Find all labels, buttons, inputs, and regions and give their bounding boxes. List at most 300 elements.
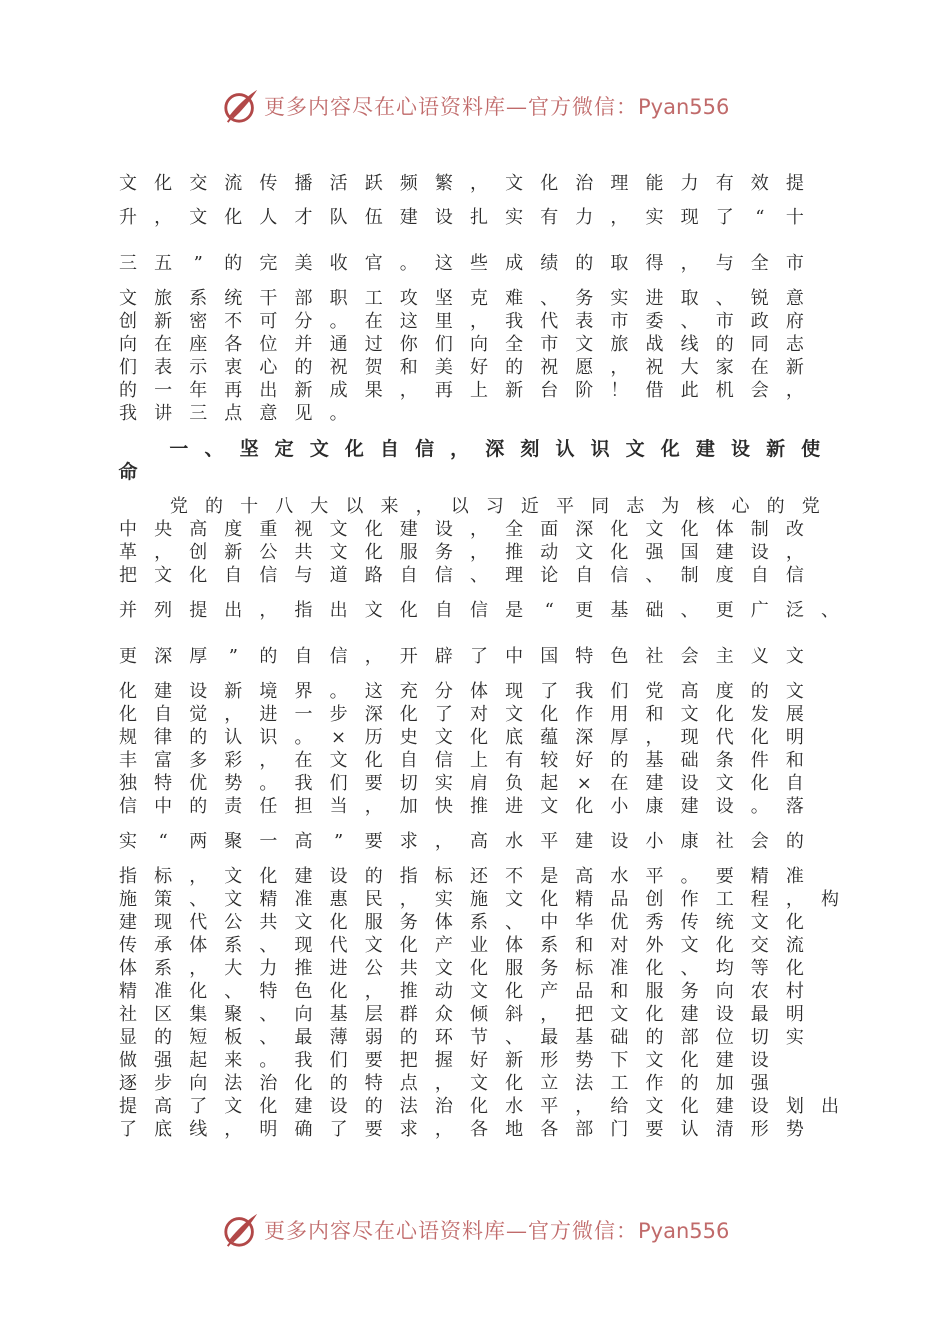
text-char: 的: [610, 750, 629, 771]
text-char: 推: [399, 981, 418, 1002]
text-char: 我: [575, 681, 594, 702]
text-char: 战: [645, 334, 664, 355]
text-char: 点: [399, 1073, 418, 1094]
paragraph-line: [110, 172, 830, 196]
text-char: 、: [821, 600, 839, 621]
text-char: 市: [715, 311, 734, 332]
text-char: 明: [785, 1004, 804, 1025]
text-char: 、: [189, 889, 208, 910]
text-char: 程: [750, 889, 769, 910]
text-char: 倾: [470, 1004, 488, 1025]
text-char: 传: [259, 173, 278, 194]
text-char: 党: [169, 496, 188, 517]
text-char: 务: [399, 912, 418, 933]
text-char: 起: [540, 773, 559, 794]
text-char: 彩: [224, 750, 243, 771]
text-char: 、: [259, 1004, 278, 1025]
text-char: 文: [364, 600, 383, 621]
text-char: 基: [575, 1027, 594, 1048]
text-char: ，: [189, 866, 208, 887]
text-char: 化: [329, 912, 348, 933]
text-char: 识: [590, 438, 610, 460]
text-char: 现: [680, 727, 699, 748]
text-char: 的: [189, 796, 208, 817]
text-char: 化: [645, 1004, 664, 1025]
text-char: 了: [715, 207, 734, 228]
text-char: 化: [715, 704, 734, 725]
text-char: 文: [364, 935, 383, 956]
text-char: 公: [224, 912, 243, 933]
text-char: 最: [540, 1027, 559, 1048]
paragraph-line: [110, 379, 830, 403]
text-char: 道: [329, 565, 348, 586]
text-char: 出: [821, 1096, 839, 1117]
text-char: ，: [645, 727, 664, 748]
text-char: 体: [434, 912, 453, 933]
text-char: 文: [715, 773, 734, 794]
text-char: 板: [224, 1027, 243, 1048]
text-char: 精: [259, 889, 278, 910]
text-char: 条: [715, 750, 734, 771]
text-char: 精: [750, 866, 769, 887]
text-char: ，: [189, 958, 208, 979]
text-char: 一: [259, 831, 278, 852]
text-char: 的: [119, 380, 137, 401]
text-char: 旅: [154, 288, 173, 309]
text-char: 化: [750, 773, 769, 794]
text-char: 化: [575, 796, 594, 817]
text-char: 、: [680, 311, 699, 332]
text-char: 握: [434, 1050, 453, 1071]
text-char: ，: [785, 380, 804, 401]
text-char: 的: [364, 1096, 383, 1117]
text-char: 各: [540, 1119, 559, 1140]
text-char: ”: [333, 831, 344, 852]
text-char: 制: [680, 565, 699, 586]
text-char: 线: [189, 1119, 208, 1140]
text-char: 建: [399, 207, 418, 228]
text-char: ，: [540, 1004, 559, 1025]
text-char: 设: [434, 207, 453, 228]
text-char: 可: [259, 311, 278, 332]
text-char: 我: [294, 1050, 313, 1071]
text-char: 新: [154, 311, 173, 332]
paragraph-line: [110, 645, 830, 669]
text-char: 中: [505, 646, 524, 667]
text-char: 活: [329, 173, 348, 194]
text-char: 以: [450, 496, 469, 517]
text-char: 文: [785, 646, 804, 667]
text-char: ！: [610, 380, 629, 401]
text-char: 动: [540, 542, 559, 563]
text-char: 阶: [575, 380, 594, 401]
text-char: 文: [434, 958, 453, 979]
text-char: 的: [154, 1027, 173, 1048]
text-char: 同: [750, 334, 769, 355]
text-char: 切: [750, 1027, 769, 1048]
text-char: 服: [645, 981, 664, 1002]
text-char: 有: [505, 750, 524, 771]
text-char: 得: [645, 253, 664, 274]
text-char: 向: [470, 334, 488, 355]
text-char: 文: [119, 173, 137, 194]
text-char: 落: [785, 796, 804, 817]
text-char: 法: [575, 1073, 594, 1094]
footer-banner-content: [222, 1208, 729, 1252]
text-char: 同: [591, 496, 610, 517]
text-char: 自: [750, 565, 769, 586]
text-char: 创: [119, 311, 137, 332]
text-char: ”: [193, 253, 203, 274]
text-char: ，: [364, 796, 383, 817]
text-char: 服: [399, 542, 418, 563]
text-char: 化: [364, 519, 383, 540]
text-char: 文: [540, 796, 559, 817]
text-char: 势: [224, 773, 243, 794]
text-char: 你: [399, 334, 418, 355]
text-char: 了: [329, 1119, 348, 1140]
text-char: 化: [399, 600, 418, 621]
text-char: 群: [399, 1004, 418, 1025]
text-char: 传: [680, 912, 699, 933]
text-char: 标: [434, 866, 453, 887]
text-char: 化: [750, 727, 769, 748]
text-char: 和: [610, 981, 629, 1002]
text-char: 建: [399, 519, 418, 540]
text-char: 。: [329, 311, 348, 332]
text-char: 底: [505, 727, 524, 748]
text-char: 充: [399, 681, 418, 702]
text-char: 快: [434, 796, 453, 817]
text-char: 社: [645, 646, 664, 667]
text-char: ，: [434, 1073, 453, 1094]
text-char: 对: [470, 704, 488, 725]
text-char: 了: [119, 1119, 137, 1140]
text-char: 要: [715, 866, 734, 887]
text-char: 丰: [119, 750, 137, 771]
text-char: 重: [259, 519, 278, 540]
text-char: ，: [610, 357, 629, 378]
text-char: 文: [154, 565, 173, 586]
text-char: 一: [294, 704, 313, 725]
text-char: 、: [470, 565, 488, 586]
text-char: 这: [434, 253, 453, 274]
text-char: 力: [259, 958, 278, 979]
text-char: 们: [329, 773, 348, 794]
text-char: 信: [434, 750, 453, 771]
text-char: 部: [575, 1119, 594, 1140]
text-char: 衷: [224, 357, 243, 378]
text-char: 干: [259, 288, 278, 309]
text-char: 自: [154, 704, 173, 725]
text-char: 来: [380, 496, 399, 517]
text-char: 、: [259, 935, 278, 956]
text-char: 工: [610, 1073, 629, 1094]
text-char: 力: [680, 173, 699, 194]
text-char: 完: [259, 253, 278, 274]
text-char: 步: [154, 1073, 173, 1094]
text-char: 富: [154, 750, 173, 771]
text-char: 建: [154, 681, 173, 702]
text-char: 向: [119, 334, 137, 355]
text-char: 公: [364, 958, 383, 979]
text-char: 化: [259, 866, 278, 887]
text-char: 化: [364, 750, 383, 771]
text-char: 机: [715, 380, 734, 401]
text-char: 信: [415, 438, 435, 460]
text-char: 委: [645, 311, 664, 332]
paragraph-line: [110, 726, 830, 750]
text-char: 对: [610, 935, 629, 956]
text-char: 向: [189, 1073, 208, 1094]
text-char: 层: [364, 1004, 383, 1025]
text-char: 借: [645, 380, 664, 401]
text-char: 文: [189, 207, 208, 228]
text-char: 共: [399, 958, 418, 979]
text-char: 要: [364, 1119, 383, 1140]
text-char: 在: [610, 773, 629, 794]
text-char: 这: [364, 681, 383, 702]
text-char: 化: [660, 438, 680, 460]
text-char: 人: [259, 207, 278, 228]
text-char: 化: [505, 981, 524, 1002]
text-char: 清: [715, 1119, 734, 1140]
text-char: 设: [715, 1004, 734, 1025]
text-char: 发: [750, 704, 769, 725]
text-char: 进: [645, 288, 664, 309]
text-char: 十: [785, 207, 804, 228]
text-char: 社: [119, 1004, 137, 1025]
text-char: 地: [505, 1119, 524, 1140]
paragraph-line: [110, 518, 830, 542]
text-char: 文: [505, 704, 524, 725]
text-char: 求: [399, 831, 418, 852]
text-char: 文: [294, 912, 313, 933]
text-char: 自: [785, 773, 804, 794]
text-char: ，: [470, 519, 488, 540]
text-char: 、: [645, 565, 664, 586]
text-char: 面: [540, 519, 559, 540]
text-char: 与: [715, 253, 734, 274]
text-char: 的: [766, 496, 785, 517]
text-char: 环: [434, 1027, 453, 1048]
text-char: 文: [329, 750, 348, 771]
paragraph-line: [110, 703, 830, 727]
text-char: 列: [154, 600, 173, 621]
text-char: 史: [399, 727, 418, 748]
text-char: 化: [189, 565, 208, 586]
text-char: 了: [470, 646, 488, 667]
text-char: 是: [540, 866, 559, 887]
text-char: 来: [224, 1050, 243, 1071]
text-char: 的: [575, 253, 594, 274]
text-char: 文: [224, 889, 243, 910]
text-char: ，: [610, 207, 629, 228]
text-char: 信: [329, 646, 348, 667]
text-char: 化: [119, 681, 137, 702]
text-char: 担: [294, 796, 313, 817]
text-char: 平: [555, 496, 574, 517]
text-char: 下: [610, 1050, 629, 1071]
text-char: 在: [750, 357, 769, 378]
text-char: 文: [575, 334, 594, 355]
text-char: 聚: [224, 831, 243, 852]
text-char: 色: [610, 646, 629, 667]
text-char: 自: [224, 565, 243, 586]
text-char: 祝: [329, 357, 348, 378]
text-char: 高: [680, 681, 699, 702]
text-char: 文: [329, 519, 348, 540]
header-banner: [0, 84, 950, 128]
text-char: 平: [540, 831, 559, 852]
text-char: 度: [715, 565, 734, 586]
text-char: 文: [470, 1073, 488, 1094]
text-char: 文: [224, 1096, 243, 1117]
text-char: 提: [189, 600, 208, 621]
text-char: 构: [821, 889, 839, 910]
text-char: 独: [119, 773, 137, 794]
text-char: 不: [505, 866, 524, 887]
text-char: 国: [540, 646, 559, 667]
text-char: 建: [695, 438, 715, 460]
text-char: 并: [119, 600, 137, 621]
text-char: 代: [715, 727, 734, 748]
text-char: 会: [680, 646, 699, 667]
text-char: 辟: [434, 646, 453, 667]
text-char: 文: [119, 288, 137, 309]
text-char: 较: [540, 750, 559, 771]
text-char: 高: [294, 831, 313, 852]
text-char: 文: [329, 542, 348, 563]
text-char: 准: [785, 866, 804, 887]
text-char: 的: [259, 646, 278, 667]
paragraph-line: [110, 206, 830, 230]
text-char: 认: [555, 438, 575, 460]
paragraph-line: [110, 749, 830, 773]
text-char: 府: [785, 311, 804, 332]
text-char: 向: [294, 1004, 313, 1025]
text-char: 家: [715, 357, 734, 378]
text-char: 全: [505, 519, 524, 540]
text-char: 负: [505, 773, 524, 794]
text-char: 设: [680, 773, 699, 794]
text-char: ，: [785, 542, 804, 563]
text-char: 把: [399, 1050, 418, 1071]
text-char: 薄: [329, 1027, 348, 1048]
text-char: 文: [750, 912, 769, 933]
text-char: 全: [750, 253, 769, 274]
text-char: 高: [154, 1096, 173, 1117]
text-char: 文: [505, 889, 524, 910]
text-char: 识: [259, 727, 278, 748]
text-char: 化: [399, 935, 418, 956]
text-char: 党: [645, 681, 664, 702]
text-char: 逐: [119, 1073, 137, 1094]
text-char: 众: [434, 1004, 453, 1025]
text-char: 体: [505, 935, 524, 956]
header-banner-text: 更多内容尽在心语资料库—官方微信：Pyan556: [264, 95, 730, 119]
text-char: 上: [470, 380, 488, 401]
text-char: 深: [575, 727, 594, 748]
text-char: 基: [329, 1004, 348, 1025]
text-char: 设: [715, 796, 734, 817]
text-char: 件: [750, 750, 769, 771]
text-char: 心: [731, 496, 750, 517]
text-char: 更: [119, 646, 137, 667]
text-char: 播: [294, 173, 313, 194]
text-char: 求: [399, 1119, 418, 1140]
text-char: 、: [540, 288, 559, 309]
text-char: 化: [224, 207, 243, 228]
text-char: 作: [680, 889, 699, 910]
text-char: 文: [575, 542, 594, 563]
paragraph-line: [110, 541, 830, 565]
text-char: 的: [680, 1073, 699, 1094]
text-char: 进: [259, 704, 278, 725]
text-char: 推: [294, 958, 313, 979]
text-char: 化: [680, 1096, 699, 1117]
text-char: 的: [505, 357, 524, 378]
text-char: 自: [294, 646, 313, 667]
text-char: 现: [294, 935, 313, 956]
text-char: 均: [715, 958, 734, 979]
text-char: 的: [645, 1027, 664, 1048]
text-char: 创: [189, 542, 208, 563]
text-char: 设: [750, 1050, 769, 1071]
text-char: 伍: [364, 207, 383, 228]
text-char: 多: [189, 750, 208, 771]
text-char: 收: [329, 253, 348, 274]
text-char: 攻: [399, 288, 418, 309]
text-char: 指: [399, 866, 418, 887]
text-char: ，: [259, 750, 278, 771]
text-char: 短: [189, 1027, 208, 1048]
text-char: 国: [680, 542, 699, 563]
text-char: 要: [645, 1119, 664, 1140]
text-char: ×: [331, 727, 347, 748]
text-char: 新: [766, 438, 786, 460]
text-char: 交: [750, 935, 769, 956]
text-char: 特: [575, 646, 594, 667]
text-char: 们: [610, 681, 629, 702]
text-char: 坚: [239, 438, 259, 460]
text-char: 法: [399, 1096, 418, 1117]
text-char: 文: [645, 1096, 664, 1117]
text-char: 绩: [540, 253, 559, 274]
text-char: 论: [540, 565, 559, 586]
paragraph-line: [110, 599, 839, 623]
text-char: 开: [399, 646, 418, 667]
text-char: 祝: [645, 357, 664, 378]
text-char: 。: [680, 866, 699, 887]
text-char: 特: [154, 773, 173, 794]
text-char: ，: [785, 889, 804, 910]
text-char: 座: [189, 334, 208, 355]
text-char: 位: [715, 1027, 734, 1048]
text-char: 服: [364, 912, 383, 933]
text-char: 明: [785, 727, 804, 748]
paragraph-line: [110, 795, 830, 819]
text-char: 准: [610, 958, 629, 979]
text-char: 繁: [434, 173, 453, 194]
text-char: 习: [485, 496, 504, 517]
text-char: 界: [294, 681, 313, 702]
text-char: 新: [505, 1050, 524, 1071]
text-char: ，: [259, 600, 278, 621]
text-char: 化: [470, 1096, 488, 1117]
text-char: 文: [434, 727, 453, 748]
text-char: 高: [189, 519, 208, 540]
